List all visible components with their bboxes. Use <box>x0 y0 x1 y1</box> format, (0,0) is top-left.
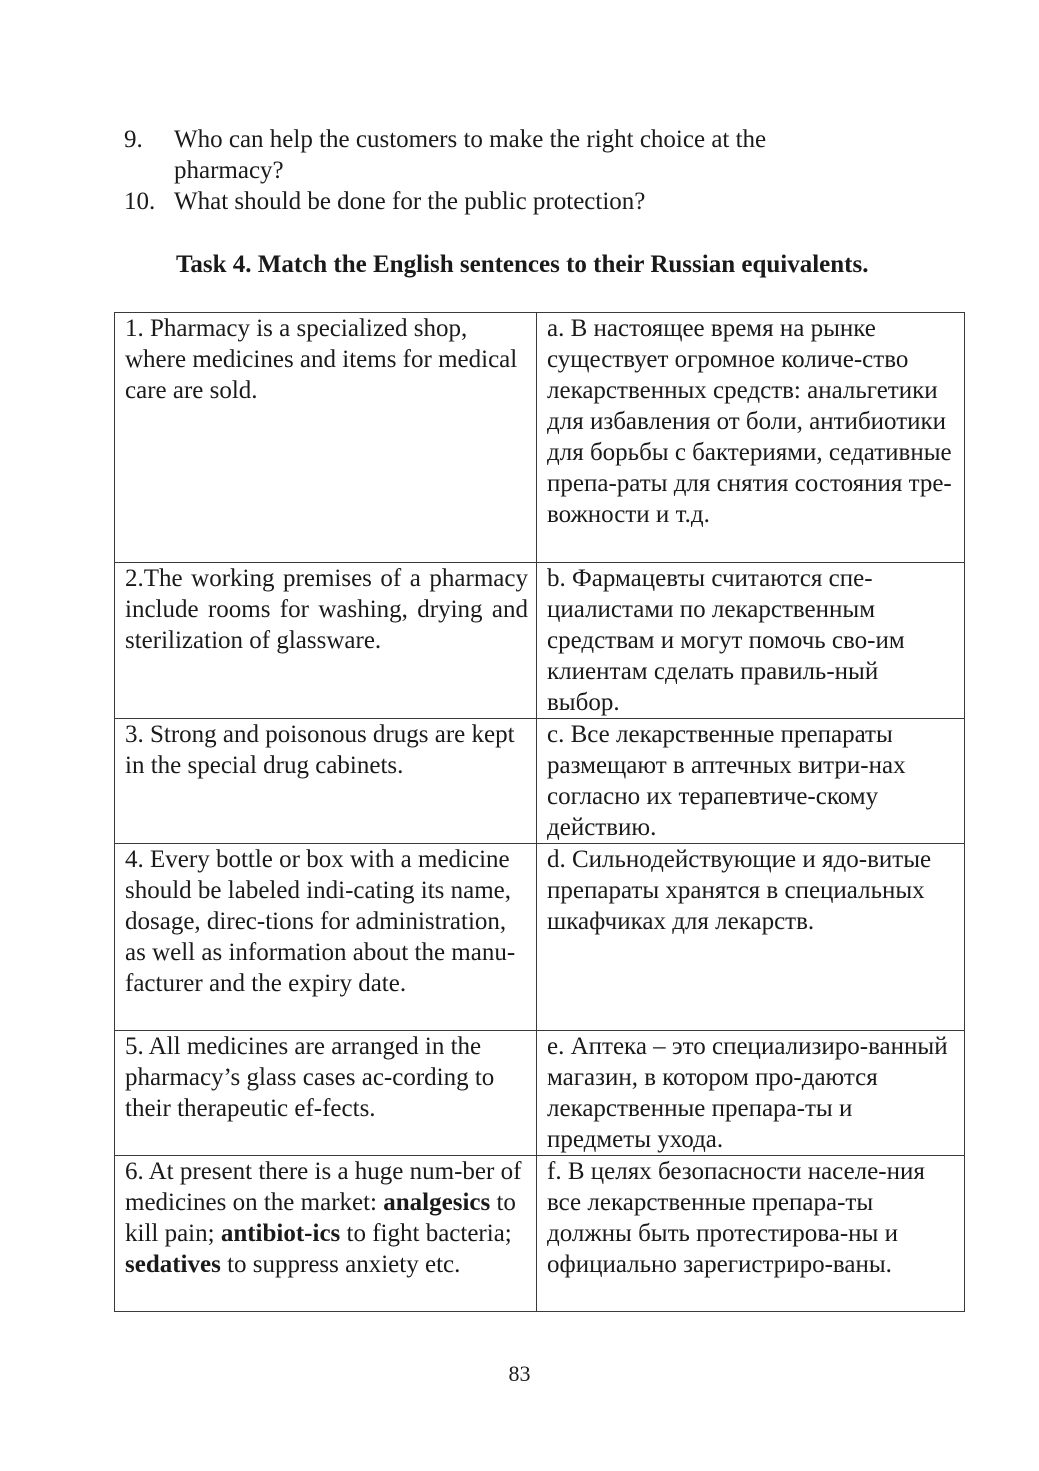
sentence-text: to fight bacteria; <box>340 1220 512 1247</box>
question-item-10 <box>124 186 924 217</box>
sentence-text: to kill pain; <box>125 1189 516 1247</box>
sentence-text: 6. At present there is a huge num-ber of medicines on the market: <box>125 1158 522 1216</box>
table-row <box>115 313 965 563</box>
english-sentence: 1. Pharmacy is a specialized shop, where medicines and items for medical care are sold. <box>115 313 537 563</box>
table-row <box>115 719 965 844</box>
russian-equivalent: a. В настоящее время на рынке существует огромное количе-ство лекарственных средств: анальгетики для избавления от боли, антибиотики для борьбы с бактериями, седативные препа-раты для снятия состояния тре-вожности и т.д. <box>537 313 965 563</box>
question-number: 9. <box>124 126 143 153</box>
russian-equivalent: d. Сильнодействующие и ядо-витые препараты хранятся в специальных шкафчиках для лекарств. <box>537 844 965 1031</box>
english-sentence: 3. Strong and poisonous drugs are kept in the special drug cabinets. <box>115 719 537 844</box>
russian-equivalent: c. Все лекарственные препараты размещают в аптечных витри-нах согласно их терапевтиче-скому действию. <box>537 719 965 844</box>
russian-equivalent: e. Аптека – это специализиро-ванный магазин, в котором про-даются лекарственные препара-ты и предметы ухода. <box>537 1031 965 1156</box>
english-sentence: 4. Every bottle or box with a medicine should be labeled indi-cating its name, dosage, direc-tions for administration, as well as information about the manu-facturer and the expiry date. <box>115 844 537 1031</box>
russian-equivalent: f. В целях безопасности населе-ния все лекарственные препара-ты должны быть протестирова-ны и официально зарегистриро-ваны. <box>537 1156 965 1312</box>
task-heading: Task 4. Match the English sentences to their Russian equivalents. <box>176 251 869 278</box>
question-text: Who can help the customers to make the right choice at the pharmacy? <box>174 126 767 184</box>
question-number: 10. <box>124 188 156 215</box>
term-antibiotics: antibiot-ics <box>220 1220 341 1247</box>
question-text: What should be done for the public protection? <box>174 188 646 215</box>
sentence-text: to suppress anxiety etc. <box>220 1251 461 1278</box>
russian-equivalent: b. Фармацевты считаются спе-циалистами по лекарственным средствам и могут помочь сво-им клиентам сделать правиль-ный выбор. <box>537 563 965 719</box>
english-sentence <box>115 1156 537 1312</box>
table-row <box>115 844 965 1031</box>
term-analgesics: analgesics <box>383 1189 491 1216</box>
english-sentence: 5. All medicines are arranged in the pharmacy’s glass cases ac-cording to their therapeutic ef-fects. <box>115 1031 537 1156</box>
matching-table <box>114 312 965 1312</box>
table-row <box>115 563 965 719</box>
term-sedatives: sedatives <box>125 1251 221 1278</box>
english-sentence: 2.The working premises of a pharmacy include rooms for washing, drying and sterilization of glassware. <box>115 563 537 719</box>
question-list <box>124 124 924 217</box>
table-row <box>115 1156 965 1312</box>
page-number: 83 <box>508 1361 531 1386</box>
table-row <box>115 1031 965 1156</box>
question-item-9 <box>124 124 924 186</box>
